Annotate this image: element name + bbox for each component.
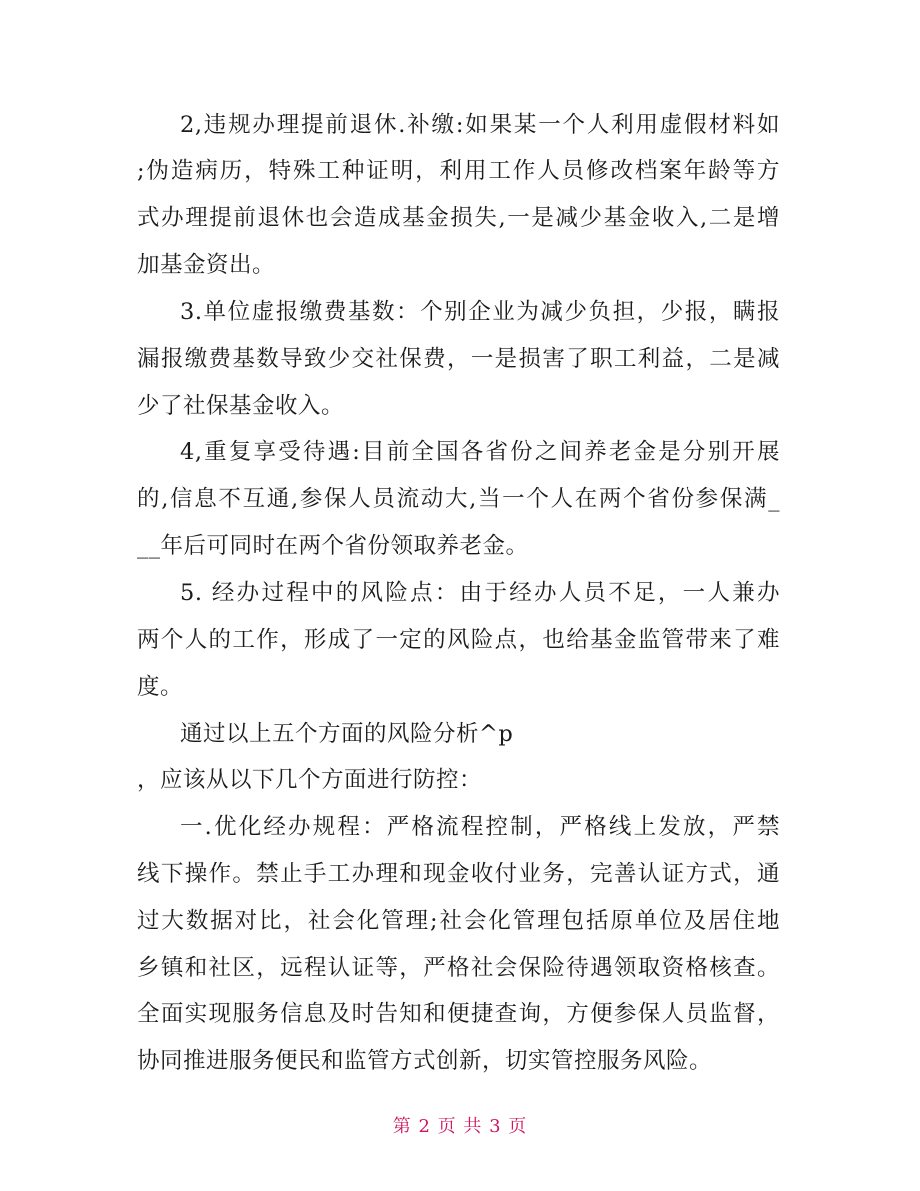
- paragraph-3-line-3: __年后可同时在两个省份领取养老金。: [137, 533, 529, 559]
- paragraph-4-line-2: 两个人的工作，形成了一定的风险点，也给基金监管带来了难: [137, 627, 780, 653]
- paragraph-3-line-2: 的,信息不互通,参保人员流动大,当一个人在两个省份参保满_: [137, 486, 780, 512]
- paragraph-6-line-5: 全面实现服务信息及时告知和便捷查询，方便参保人员监督，: [137, 1001, 780, 1027]
- paragraph-2-line-1: 3.单位虚报缴费基数：个别企业为减少负担，少报，瞒报: [180, 299, 780, 325]
- paragraph-4-line-1: 5. 经办过程中的风险点：由于经办人员不足，一人兼办: [180, 580, 780, 606]
- paragraph-2-line-3: 少了社保基金收入。: [137, 393, 345, 419]
- paragraph-1-line-1: 2,违规办理提前退休.补缴:如果某一个人利用虚假材料如: [180, 112, 780, 138]
- paragraph-6-line-2: 线下操作。禁止手工办理和现金收付业务，完善认证方式，通: [137, 861, 780, 887]
- paragraph-4-line-3: 度。: [137, 674, 184, 700]
- paragraph-6-line-1: 一.优化经办规程：严格流程控制，严格线上发放，严禁: [180, 814, 780, 840]
- page-footer: 第 2 页 共 3 页: [392, 1116, 528, 1137]
- paragraph-1-line-3: 式办理提前退休也会造成基金损失,一是减少基金收入,二是增: [137, 205, 780, 231]
- paragraph-5-line-1: 通过以上五个方面的风险分析^p: [180, 721, 514, 747]
- paragraph-1-line-2: ;伪造病历，特殊工种证明，利用工作人员修改档案年龄等方: [137, 158, 780, 184]
- paragraph-6-line-4: 乡镇和社区，远程认证等，严格社会保险待遇领取资格核查。: [137, 955, 780, 981]
- paragraph-6-line-6: 协同推进服务便民和监管方式创新，切实管控服务风险。: [137, 1048, 713, 1074]
- paragraph-6-line-3: 过大数据对比，社会化管理;社会化管理包括原单位及居住地: [137, 908, 780, 934]
- paragraph-5-line-2: ，应该从以下几个方面进行防控：: [137, 767, 483, 793]
- paragraph-3-line-1: 4,重复享受待遇:目前全国各省份之间养老金是分别开展: [180, 439, 780, 465]
- paragraph-2-line-2: 漏报缴费基数导致少交社保费，一是损害了职工利益，二是减: [137, 346, 780, 372]
- paragraph-1-line-4: 加基金资出。: [137, 252, 276, 278]
